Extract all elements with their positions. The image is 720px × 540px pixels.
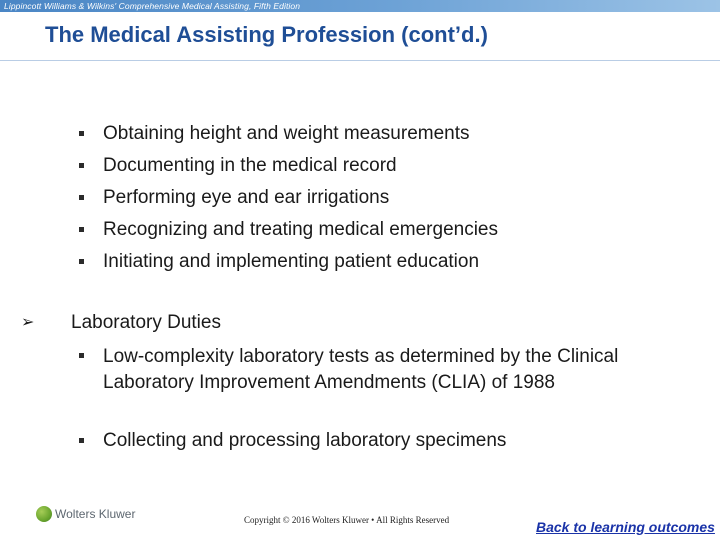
- list-item: Recognizing and treating medical emergencies: [103, 219, 499, 240]
- square-bullet-icon: [79, 131, 84, 136]
- square-bullet-icon: [79, 438, 84, 443]
- slide-title: The Medical Assisting Profession (cont’d.): [45, 22, 488, 47]
- title-divider: [0, 60, 720, 61]
- publisher-logo: [36, 506, 135, 522]
- back-to-outcomes-link[interactable]: Back to learning outcomes: [536, 519, 715, 535]
- list-item: Collecting and processing laboratory specimens: [103, 430, 507, 451]
- list-item: Low-complexity laboratory tests as determined by the Clinical Laboratory Improvement Amendments (CLIA) of 1988: [103, 346, 619, 393]
- book-title-banner: Lippincott Williams & Wilkins' Comprehensive Medical Assisting, Fifth Edition: [4, 1, 301, 11]
- list-item: Obtaining height and weight measurements: [103, 123, 470, 144]
- arrow-bullet-icon: ➢: [21, 314, 35, 331]
- copyright-notice: Copyright © 2016 Wolters Kluwer • All Rights Reserved: [244, 515, 450, 525]
- square-bullet-icon: [79, 163, 84, 168]
- list-item: Initiating and implementing patient education: [103, 251, 480, 272]
- logo-globe-icon: [36, 506, 52, 522]
- list-item: Performing eye and ear irrigations: [103, 187, 390, 208]
- square-bullet-icon: [79, 227, 84, 232]
- square-bullet-icon: [79, 259, 84, 264]
- logo-text: Wolters Kluwer: [55, 507, 136, 521]
- section-heading: Laboratory Duties: [71, 312, 221, 333]
- square-bullet-icon: [79, 353, 84, 358]
- list-item: Documenting in the medical record: [103, 155, 397, 176]
- header-banner: [0, 0, 720, 12]
- square-bullet-icon: [79, 195, 84, 200]
